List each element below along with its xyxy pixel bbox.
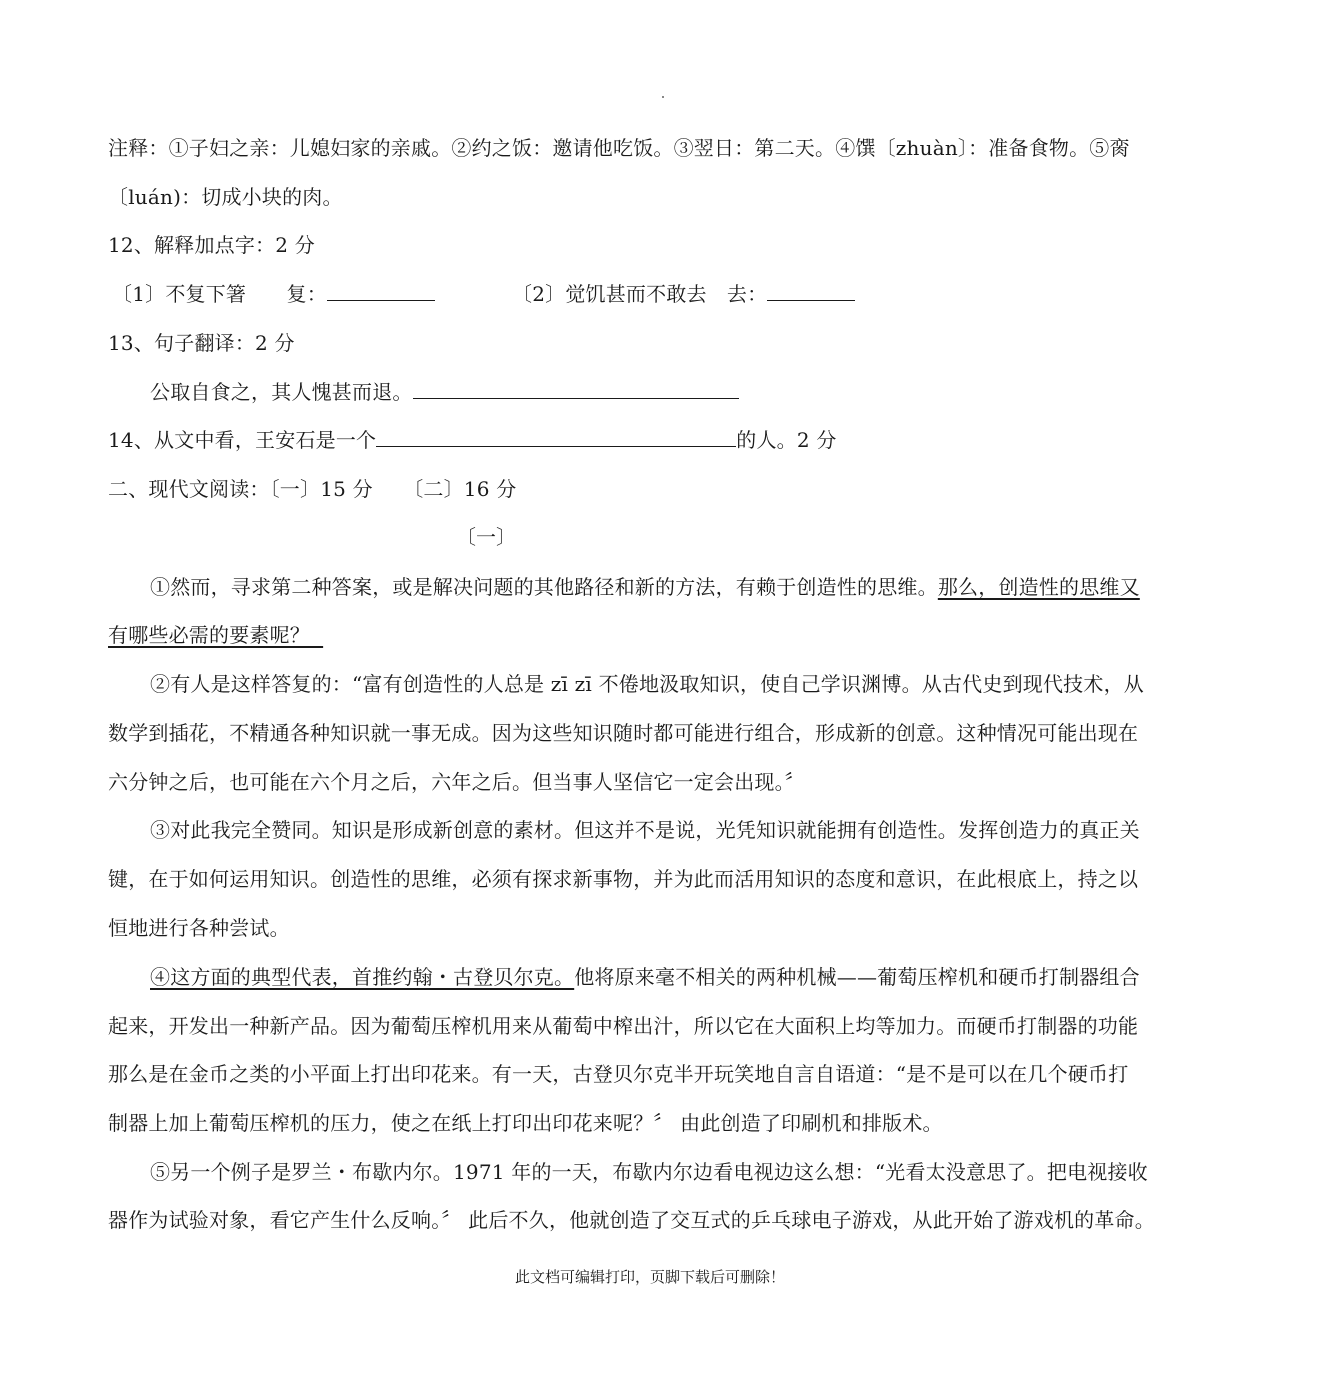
paragraph-1-underlined-cont: 有哪些必需的要素呢？ — [108, 623, 310, 647]
paragraph-2-line-3: 六分钟之后，也可能在六个月之后，六年之后。但当事人坚信它一定会出现。〞 — [108, 770, 805, 794]
paragraph-2-line-2: 数学到插花，不精通各种知识就一事无成。因为这些知识随时都可能进行组合，形成新的创意。这种情况可能出现在 — [108, 721, 1139, 745]
section-2-title: 二、现代文阅读：〔一〕15 分 〔二〕16 分 — [108, 477, 517, 501]
answer-blank-12-2[interactable] — [767, 280, 855, 301]
section-2-subtitle: 〔一〕 — [456, 525, 516, 549]
paragraph-5-line-1: ⑤另一个例子是罗兰・布歇内尔。1971 年的一天，布歇内尔边看电视边这么想：“光看太没意思了。把电视接收 — [150, 1160, 1148, 1184]
paragraph-1-line-1 — [150, 573, 1140, 601]
paragraph-3-line-3: 恒地进行各种尝试。 — [108, 916, 290, 940]
paragraph-1-underline-tail — [310, 623, 323, 647]
paragraph-1-underlined: 那么，创造性的思维又 — [937, 575, 1140, 599]
notes-line-1: 注释：①子妇之亲：儿媳妇家的亲戚。②约之饭：邀请他吃饭。③翌日：第二天。④馔〔zhuàn〕：准备食物。⑤脔 — [108, 136, 1130, 160]
question-12-item-2 — [512, 280, 855, 308]
page-mark — [662, 96, 664, 98]
paragraph-4-line-2: 起来，开发出一种新产品。因为葡萄压榨机用来从葡萄中榨出汁，所以它在大面积上均等加力。而硬币打制器的功能 — [108, 1014, 1139, 1038]
question-14 — [108, 426, 837, 454]
answer-blank-13[interactable] — [413, 378, 739, 399]
notes-line-2: 〔luán)：切成小块的肉。 — [108, 185, 343, 209]
question-12-item-2-text: 〔2〕觉饥甚而不敢去 去： — [512, 282, 768, 306]
paragraph-4-line-1 — [150, 963, 1140, 991]
question-14-prefix: 14、从文中看，王安石是一个 — [108, 428, 377, 452]
paragraph-5-line-2: 器作为试验对象，看它产生什么反响。〞 此后不久，他就创造了交互式的乒乓球电子游戏，从此开始了游戏机的革命。 — [108, 1208, 1155, 1232]
question-12-title: 12、解释加点字：2 分 — [108, 233, 315, 257]
paragraph-4-underlined: ④这方面的典型代表，首推约翰・古登贝尔克。 — [150, 965, 575, 989]
paragraph-4-line-4: 制器上加上葡萄压榨机的压力，使之在纸上打印出印花来呢？〞 由此创造了印刷机和排版术。 — [108, 1111, 943, 1135]
question-12-item-1 — [112, 280, 435, 308]
footer-note: 此文档可编辑打印，页脚下载后可删除！ — [515, 1268, 786, 1286]
answer-blank-12-1[interactable] — [327, 280, 435, 301]
paragraph-3-line-1: ③对此我完全赞同。知识是形成新创意的素材。但这并不是说，光凭知识就能拥有创造性。发挥创造力的真正关 — [150, 818, 1140, 842]
paragraph-2-line-1: ②有人是这样答复的：“富有创造性的人总是 zī zī 不倦地汲取知识，使自己学识渊博。从古代史到现代技术，从 — [150, 672, 1144, 696]
question-13-title: 13、句子翻译：2 分 — [108, 331, 295, 355]
paragraph-4-text: 他将原来毫不相关的两种机械——葡萄压榨机和硬币打制器组合 — [574, 965, 1140, 989]
paragraph-1-line-2 — [108, 621, 323, 649]
question-13-sentence — [150, 378, 739, 406]
question-14-suffix: 的人。2 分 — [736, 428, 837, 452]
answer-blank-14[interactable] — [376, 426, 736, 447]
paragraph-4-line-3: 那么是在金币之类的小平面上打出印花来。有一天，古登贝尔克半开玩笑地自言自语道：“是不是可以在几个硬币打 — [108, 1062, 1129, 1086]
paragraph-3-line-2: 键，在于如何运用知识。创造性的思维，必须有探求新事物，并为此而活用知识的态度和意识，在此根底上，持之以 — [108, 867, 1139, 891]
question-13-sentence-text: 公取自食之，其人愧甚而退。 — [150, 380, 413, 404]
paragraph-1-text: ①然而，寻求第二种答案，或是解决问题的其他路径和新的方法，有赖于创造性的思维。 — [150, 575, 938, 599]
question-12-item-1-text: 〔1〕不复下箸 复： — [112, 282, 327, 306]
